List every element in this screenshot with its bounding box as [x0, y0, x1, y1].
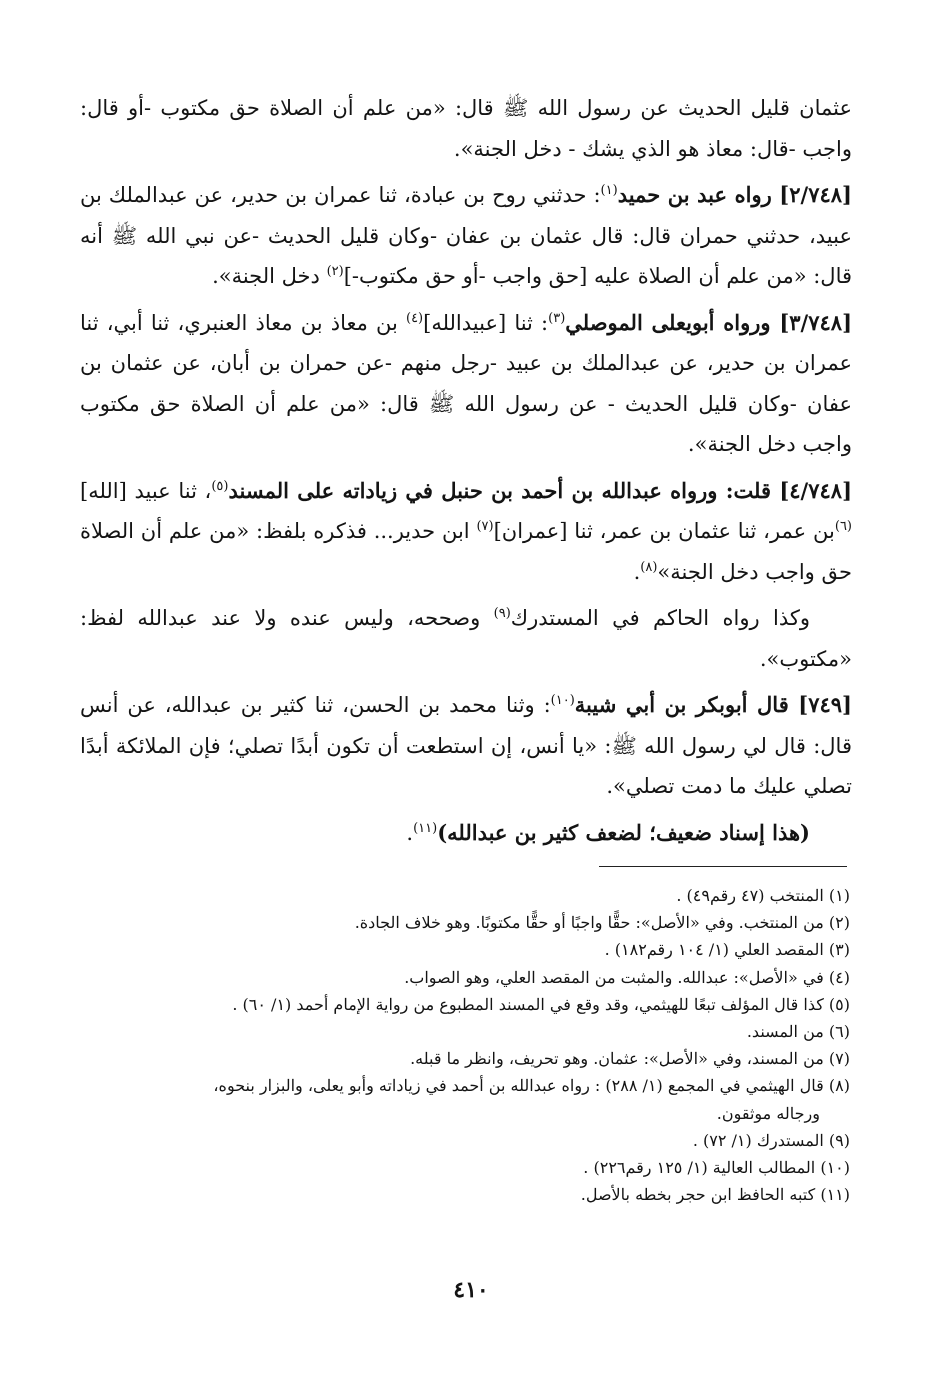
text-segment: وكذا رواه الحاكم في المستدرك: [510, 606, 811, 630]
footnote: (١١) كتبه الحافظ ابن حجر بخطه بالأصل.: [580, 1185, 850, 1205]
hadith-heading: [٣/٧٤٨] ورواه أبويعلى الموصلي: [565, 309, 852, 335]
footnote: ورجاله موثقون.: [716, 1103, 820, 1123]
main-text: [80, 88, 852, 859]
paragraph: [80, 175, 852, 297]
text-segment: .: [406, 820, 414, 845]
footnote-separator: [599, 866, 847, 867]
footnote-ref: (١١): [413, 820, 438, 836]
footnote: (٢) من المنتخب. وفي «الأصل»: حقًّا واجبًا أو حقًّا مكتوبًا. وهو خلاف الجادة.: [354, 913, 850, 933]
text-segment: : وثنا محمد بن الحسن، ثنا كثير بن عبدالله، عن أنس قال: قال لي رسول الله ﷺ: «يا أنس، إن استطعت أن تكون أبدًا تصلي؛ فإن الملائكة أبدًا تصلي عليك ما دمت تصلي».: [80, 693, 852, 798]
footnote: (١٠) المطالب العالية (١/ ١٢٥ رقم٢٢٦) .: [583, 1158, 850, 1178]
paragraph: [80, 685, 852, 807]
footnote: (٥) كذا قال المؤلف تبعًا للهيثمي، وقد وقع في المسند المطبوع من رواية الإمام أحمد (١/ ٦٠) .: [232, 994, 850, 1014]
text-segment: دخل الجنة».: [212, 264, 327, 288]
text-segment: بن عمر، ثنا عثمان بن عمر، ثنا [عمران]: [493, 519, 835, 543]
footnote: (٧) من المسند، وفي «الأصل»: عثمان. وهو تحريف، وانظر ما قبله.: [410, 1049, 850, 1069]
footnote-ref: (١): [600, 183, 618, 198]
text-segment: ابن حدير... فذكره بلفظ: «من علم أن الصلاة حق واجب دخل الجنة»: [80, 519, 852, 584]
footnote-ref: (١٠): [550, 693, 575, 708]
footnote-ref: (٣): [548, 310, 566, 326]
hadith-heading: [٢/٧٤٨] رواه عبد بن حميد: [617, 182, 852, 207]
footnote: (٣) المقصد العلي (١/ ١٠٤ رقم١٨٢) .: [604, 940, 850, 960]
paragraph: [80, 813, 852, 854]
text-segment: عثمان قليل الحديث عن رسول الله ﷺ قال: «من علم أن الصلاة حق مكتوب -أو قال: واجب -قال: معاذ هو الذي يشك - دخل الجنة».: [80, 96, 852, 161]
footnote: (١) المنتخب (٤٧ رقم٤٩) .: [676, 886, 850, 905]
hadith-heading: [٧٤٩] قال أبوبكر بن أبي شيبة: [574, 692, 852, 717]
hadith-heading: (هذا إسناد ضعيف؛ لضعف كثير بن عبدالله): [437, 819, 810, 845]
text-segment: : حدثني روح بن عبادة، ثنا عمران بن حدير، عن عبدالملك بن عبيد، حدثني حمران قال: قال عثمان بن عفان -وكان قليل الحديث -عن نبي الله ﷺ أنه قال: «من علم أن الصلاة عليه [حق واجب -أو حق مكتوب-]: [80, 183, 852, 288]
footnote: (٤) في «الأصل»: عبدالله. والمثبت من المقصد العلي، وهو الصواب.: [404, 967, 850, 987]
paragraph: [80, 303, 852, 465]
footnote-ref: (٩): [493, 606, 511, 621]
page-number: ٤١٠: [453, 1277, 489, 1303]
paragraph: [80, 598, 852, 679]
footnote-ref: (٦): [834, 519, 852, 534]
footnote: (٨) قال الهيثمي في المجمع (١/ ٢٨٨) : رواه عبدالله بن أحمد في زياداته وأبو يعلى، والبزار بنحوه،: [213, 1076, 850, 1096]
text-segment: بن معاذ بن معاذ العنبري، ثنا أبي، ثنا عمران بن حدير، عن عبدالملك بن عبيد -رجل منهم -عن حمران بن أبان، عن عثمان بن عفان -وكان قليل الحديث - عن رسول الله ﷺ قال: «من علم أن الصلاة حق مكتوب واجب دخل الجنة».: [80, 310, 852, 456]
footnote-ref: (٥): [211, 478, 229, 494]
paragraph: [80, 88, 852, 169]
footnote: (٩) المستدرك (١/ ٧٢) .: [692, 1130, 850, 1150]
footnote: (٦) من المسند.: [746, 1022, 850, 1042]
text-segment: : ثنا [عبيدالله]: [423, 310, 549, 335]
text-segment: وصححه، وليس عنده ولا عند عبدالله لفظ: «مكتوب».: [80, 606, 852, 671]
footnote-ref: (٤): [405, 310, 424, 326]
text-segment: ، ثنا عبيد [الله]: [80, 478, 212, 503]
footnote-ref: (٢): [326, 264, 344, 279]
footnotes: [80, 882, 850, 1208]
hadith-heading: [٤/٧٤٨] قلت: ورواه عبدالله بن أحمد بن حنبل في زياداته على المسند: [228, 477, 852, 503]
paragraph: [80, 471, 852, 593]
footnote-ref: (٧): [476, 519, 494, 534]
text-segment: .: [633, 559, 641, 584]
footnote-ref: (٨): [640, 559, 658, 575]
